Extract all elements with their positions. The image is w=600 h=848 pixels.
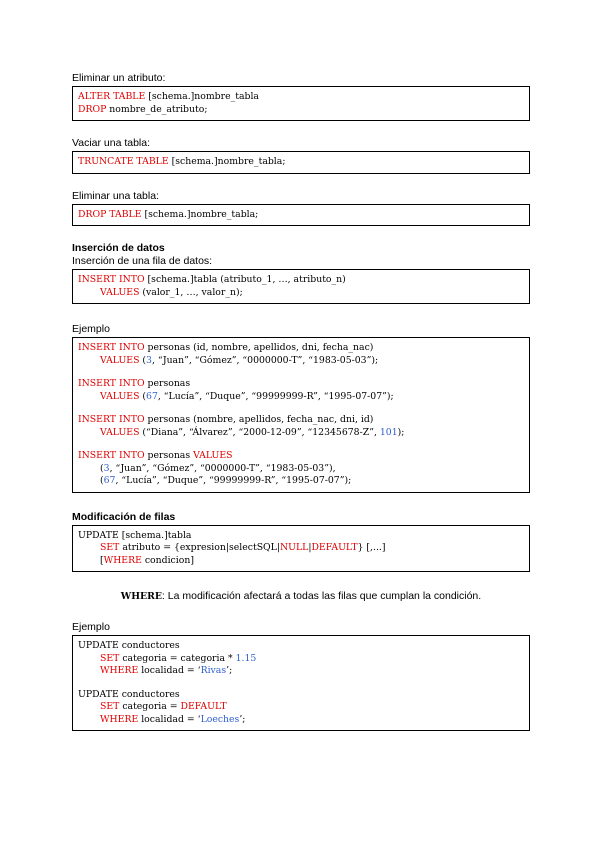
code-line <box>78 104 525 117</box>
code-text: personas (id, nombre, apellidos, dni, fecha_nac) <box>144 342 374 353</box>
code-text: ( <box>100 462 104 474</box>
code-spacer <box>78 367 525 378</box>
section-label: Ejemplo <box>72 621 110 633</box>
code-text: (“Diana”, “Álvarez”, “2000-12-09”, “12345678-Z”, <box>139 426 380 438</box>
code-text: personas <box>144 378 191 389</box>
code-text: condicion] <box>141 554 194 566</box>
code-line <box>78 414 525 427</box>
code-block <box>72 337 530 493</box>
code-text: UPDATE conductores <box>78 640 180 651</box>
code-line <box>78 689 525 702</box>
code-block <box>72 204 530 227</box>
note-text: : La modificación afectará a todas las filas que cumplan la condición. <box>161 590 482 602</box>
code-text: , “Juan”, “Gómez”, “0000000-T”, “1983-05-03”), <box>109 462 336 474</box>
code-block <box>72 635 530 731</box>
section-label: Eliminar una tabla: <box>72 189 159 202</box>
sql-keyword: INSERT INTO <box>78 450 145 461</box>
code-line <box>78 530 525 543</box>
code-text: , “Lucía”, “Duque”, “99999999-R”, “1995-07-07”); <box>157 390 394 402</box>
code-text: ’; <box>226 665 233 676</box>
sql-keyword: DEFAULT <box>180 701 227 712</box>
section-insert-example <box>72 323 530 493</box>
code-text: ( <box>139 354 147 366</box>
section-update-syntax <box>72 511 530 573</box>
sql-keyword: VALUES <box>100 390 140 402</box>
sql-literal: 3 <box>103 462 110 474</box>
section-insert-syntax <box>72 242 530 304</box>
code-line <box>78 653 525 666</box>
note-keyword: WHERE <box>120 591 162 602</box>
update-note <box>72 590 530 603</box>
code-spacer <box>78 403 525 414</box>
code-line <box>78 555 525 568</box>
code-text: ’; <box>239 713 246 725</box>
code-block <box>72 151 530 174</box>
code-text: nombre_de_atributo; <box>106 103 208 115</box>
code-text: personas (nombre, apellidos, fecha_nac, dni, id) <box>144 414 374 425</box>
section-heading: Inserción de datos <box>72 242 165 254</box>
code-line <box>78 450 525 463</box>
code-line <box>78 156 525 169</box>
code-block <box>72 269 530 304</box>
code-text: atributo = {expresion|selectSQL| <box>119 542 280 553</box>
sql-literal: 101 <box>379 426 398 438</box>
code-line <box>78 475 525 488</box>
sql-keyword: INSERT INTO <box>78 342 145 353</box>
code-line <box>78 640 525 653</box>
code-text: [schema.]nombre_tabla; <box>141 208 259 220</box>
sql-keyword: INSERT INTO <box>78 274 145 285</box>
code-line <box>78 391 525 404</box>
document-page <box>72 72 530 731</box>
sql-keyword: TRUNCATE TABLE <box>78 156 169 167</box>
sql-literal: Loeches <box>200 713 240 725</box>
sql-keyword: ALTER TABLE <box>78 91 146 102</box>
code-line <box>78 342 525 355</box>
code-line <box>78 209 525 222</box>
code-text: categoria = <box>119 701 181 712</box>
code-line <box>78 701 525 714</box>
sql-keyword: VALUES <box>100 354 140 366</box>
code-text: | <box>308 542 312 553</box>
code-line <box>78 427 525 440</box>
section-label: Ejemplo <box>72 323 110 335</box>
code-line <box>78 378 525 391</box>
sql-literal: 67 <box>103 475 116 486</box>
code-text: [schema.]nombre_tabla <box>145 91 259 102</box>
sql-literal: 67 <box>146 390 158 402</box>
code-text: , “Juan”, “Gómez”, “0000000-T”, “1983-05-03”); <box>151 354 379 366</box>
code-line <box>78 714 525 727</box>
sql-keyword: WHERE <box>103 554 142 566</box>
section-drop-attribute <box>72 72 530 121</box>
sql-keyword: WHERE <box>100 713 139 725</box>
code-line <box>78 542 525 555</box>
code-line <box>78 463 525 476</box>
code-text: , “Lucía”, “Duque”, “99999999-R”, “1995-07-07”); <box>115 475 352 486</box>
code-line <box>78 287 525 300</box>
code-text: [schema.]nombre_tabla; <box>168 156 286 167</box>
section-label: Eliminar un atributo: <box>72 72 166 84</box>
sql-keyword: INSERT INTO <box>78 378 145 389</box>
code-text: [schema.]tabla (atributo_1, …, atributo_n) <box>144 274 346 285</box>
sql-literal: 1.15 <box>235 652 257 664</box>
code-line <box>78 91 525 104</box>
sql-keyword: VALUES <box>100 286 140 298</box>
sql-keyword: NULL <box>280 542 309 553</box>
code-line <box>78 274 525 287</box>
sql-literal: 3 <box>146 354 152 366</box>
code-line <box>78 355 525 368</box>
sql-keyword: WHERE <box>100 665 139 676</box>
section-truncate <box>72 137 530 174</box>
code-text: personas <box>144 450 194 461</box>
sql-keyword: SET <box>100 652 120 664</box>
sql-keyword: DROP <box>78 103 107 115</box>
code-spacer <box>78 439 525 450</box>
sql-keyword: DEFAULT <box>311 542 358 553</box>
section-heading: Modificación de filas <box>72 510 176 523</box>
code-spacer <box>78 678 525 689</box>
sql-literal: Rivas <box>200 665 227 676</box>
section-label: Inserción de una fila de datos: <box>72 255 213 267</box>
code-text: [ <box>100 554 104 566</box>
code-text: UPDATE [schema.]tabla <box>78 529 192 541</box>
code-text: localidad = ‘ <box>138 713 201 725</box>
code-text: UPDATE conductores <box>78 688 180 700</box>
sql-keyword: VALUES <box>100 426 140 438</box>
code-text: } [,...] <box>357 542 386 553</box>
sql-keyword: VALUES <box>193 450 233 461</box>
code-line <box>78 665 525 678</box>
code-block <box>72 86 530 121</box>
code-text: ( <box>100 475 104 486</box>
sql-keyword: INSERT INTO <box>78 414 145 425</box>
code-text: (valor_1, …, valor_n); <box>139 286 243 298</box>
section-drop-table <box>72 190 530 227</box>
sql-keyword: SET <box>100 701 120 712</box>
section-label: Vaciar una tabla: <box>72 137 151 149</box>
code-text: ); <box>397 426 405 438</box>
code-text: ( <box>139 390 147 402</box>
section-update-example <box>72 621 530 731</box>
code-text: categoria = categoria * <box>119 652 236 664</box>
sql-keyword: DROP TABLE <box>78 208 142 220</box>
sql-keyword: SET <box>100 542 120 553</box>
code-text: localidad = ‘ <box>138 665 201 676</box>
code-block <box>72 525 530 573</box>
